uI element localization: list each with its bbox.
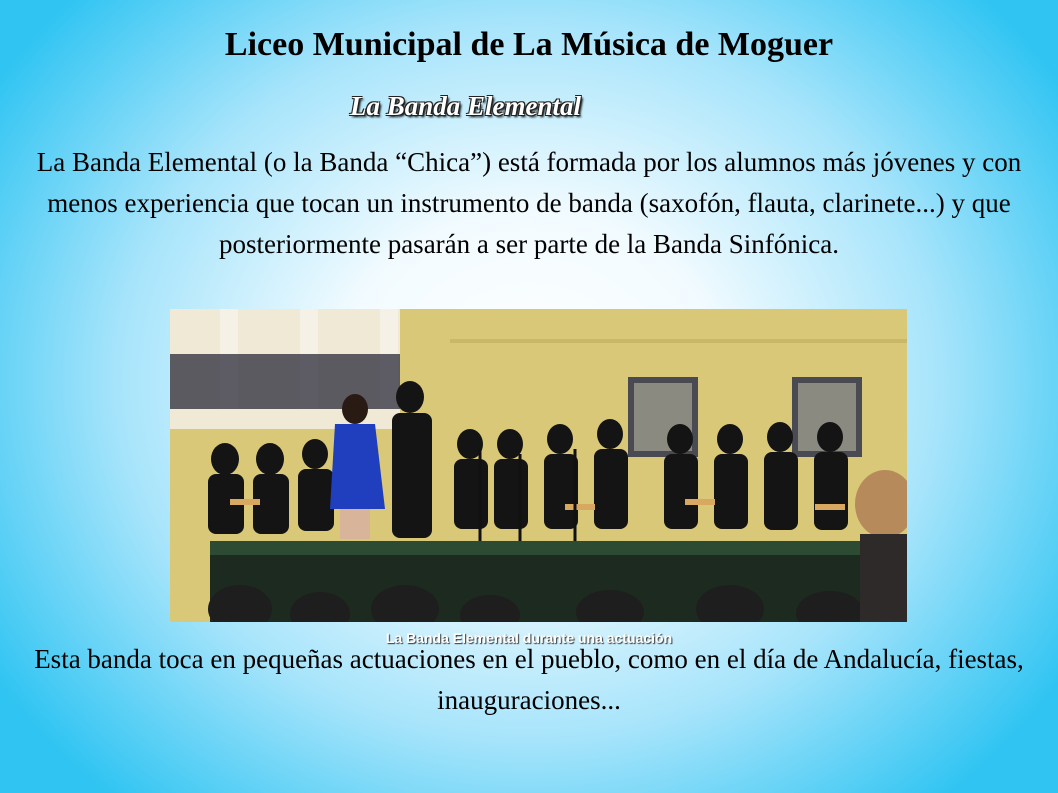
- photo-caption: La Banda Elemental durante una actuación: [385, 630, 673, 646]
- slide-title: Liceo Municipal de La Música de Moguer: [224, 26, 834, 63]
- slide-subtitle: La Banda Elemental: [350, 91, 582, 121]
- band-photo: [170, 309, 907, 622]
- outro-paragraph: Esta banda toca en pequeñas actuaciones en el pueblo, como en el día de Andalucía, fiestas, inauguraciones...: [34, 644, 1024, 715]
- band-photo-illustration: [170, 309, 907, 622]
- intro-paragraph: La Banda Elemental (o la Banda “Chica”) está formada por los alumnos más jóvenes y con menos experiencia que tocan un instrumento de banda (saxofón, flauta, clarinete...) y que posteriormente pasarán a ser parte de la Banda Sinfónica.: [36, 147, 1022, 259]
